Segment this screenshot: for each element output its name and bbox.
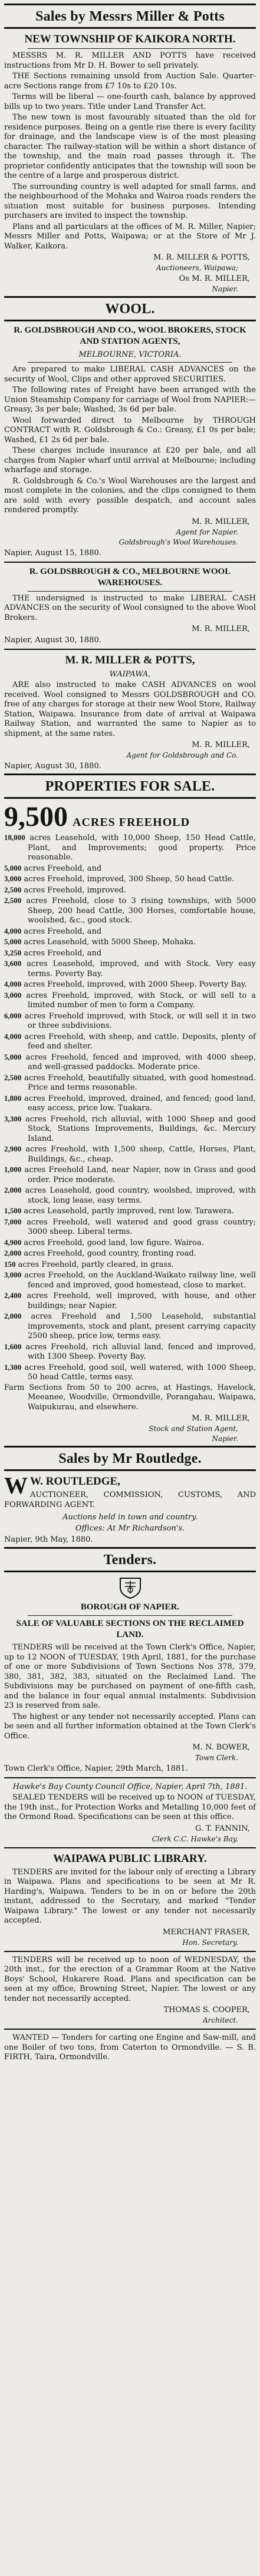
property-listing	[4, 864, 256, 874]
property-listing	[4, 927, 256, 937]
property-listing	[4, 1114, 256, 1144]
property-description: acres Freehold, partly cleared, in grass.	[18, 1260, 174, 1269]
property-acreage: 3,600	[4, 959, 22, 968]
ad-freehold-properties	[4, 802, 256, 1443]
ad-title: R. GOLDSBROUGH AND CO., WOOL BROKERS, STOCK AND STATION AGENTS,	[14, 326, 246, 346]
property-description: acres Freehold, beautifully situated, with good homestead. Price and terms reasonable.	[24, 1073, 256, 1092]
property-acreage: 1,800	[4, 1093, 22, 1103]
property-description: acres Leasehold, good country, woolshed, improved, with stock, long lease, easy terms.	[25, 1186, 256, 1205]
divider	[4, 1951, 256, 1952]
property-listing	[4, 833, 256, 863]
ad-paragraph: TENDERS are invited for the labour only of erecting a Library in Waipawa. Plans and specifications to be seen at Mr R. Harding's, Waipawa. Tenders to be in on or before the 20th instant, addressed to the Secretary, and marked "Tender Waipawa Library." The lowest or any tender not necessarily accepted.	[4, 1867, 256, 1925]
property-listing	[4, 937, 256, 948]
property-description: acres Freehold, and	[24, 864, 102, 873]
ad-paragraph: SEALED TENDERS will be received up to NOON of TUESDAY, the 19th inst., for Protection Works and Metalling 10,000 feet of the Ormond Road. Specifications can be seen at this office.	[4, 1793, 256, 1821]
property-listing	[4, 948, 256, 959]
ad-date: Napier, August 15, 1880.	[4, 548, 101, 557]
divider	[28, 591, 232, 592]
ad-goldsbrough-brokers	[4, 325, 256, 558]
property-listing	[4, 1238, 256, 1249]
divider	[28, 48, 232, 49]
property-listing	[4, 1073, 256, 1093]
section-header-tenders: Tenders.	[4, 1547, 256, 1572]
ad-borough-napier	[4, 1576, 256, 1774]
property-acreage: 3,300	[4, 1114, 22, 1123]
property-acreage: 2,000	[4, 1312, 22, 1320]
property-listing	[4, 959, 256, 979]
ad-heading: SALE OF VALUABLE SECTIONS ON THE RECLAIMED LAND.	[16, 1619, 244, 1639]
ad-date: Napier, August 30, 1880.	[4, 762, 101, 771]
ad-title: NEW TOWNSHIP OF KAIKORA NORTH.	[24, 33, 236, 45]
property-listing	[4, 1312, 256, 1342]
property-description: acres Leasehold, with 10,000 Sheep, 150 Head Cattle, Plant, and Improvements; good property. Price reasonable.	[28, 834, 256, 862]
divider	[4, 649, 256, 650]
divider	[4, 1777, 256, 1778]
property-listing	[4, 980, 256, 990]
ad-paragraph: Terms will be liberal — one-fourth cash, balance by approved bills up to two years. Title under Land Transfer Act.	[4, 92, 256, 111]
property-description: acres Freehold, good soil, well watered, with 1000 Sheep, 50 head Cattle, terms easy.	[24, 1363, 256, 1382]
routledge-heading	[4, 1472, 256, 1511]
property-listing	[4, 1144, 256, 1164]
property-description: acres Freehold, with sheep, and cattle. Deposits, plenty of feed and shelter.	[24, 1032, 256, 1051]
drop-cap: W	[4, 1472, 28, 1499]
ad-signature: Or M. R. MILLER,	[179, 274, 250, 283]
property-acreage: 2,900	[4, 1144, 22, 1153]
property-description: acres Freehold, rich alluvial land, fenced and improved, with 1300 Sheep. Poverty Bay.	[25, 1342, 256, 1361]
ad-paragraph: The surrounding country is well adapted for small farms, and the neighbourhood of the Mohaka and Wairoa roads renders the situation most suitable for business purposes. Intending purchasers are invited to inspect the township.	[4, 182, 256, 220]
ad-signature: M. R. MILLER,	[192, 625, 250, 633]
ad-title: R. GOLDSBROUGH & CO., MELBOURNE WOOL WAREHOUSES.	[29, 566, 231, 587]
acreage-number: 9,500	[4, 801, 68, 832]
property-listing	[4, 1363, 256, 1383]
property-listing	[4, 885, 256, 896]
property-description: acres Freehold, rich alluvial, with 1000 Sheep and good Stock, Stations Improvements, Buildings, &c. Mercury Island.	[25, 1114, 256, 1143]
ad-signature: G. T. FANNIN,	[195, 1824, 250, 1833]
property-acreage: 3,000	[4, 990, 22, 1000]
ad-miller-potts-waipawa	[4, 653, 256, 771]
property-acreage: 2,000	[4, 1249, 22, 1257]
property-acreage: 2,500	[4, 896, 22, 905]
property-description: acres Freehold, close to 3 rising townships, with 5000 Sheep, 200 head Cattle, 300 Horses, comfortable house, woolshed, &c., good stock.	[26, 897, 256, 925]
ad-wanted	[4, 2033, 256, 2063]
ad-date: Napier, 9th May, 1880.	[4, 1535, 93, 1544]
ad-signature-line: Architect.	[203, 2016, 238, 2024]
property-listing	[4, 896, 256, 926]
property-description: acres Freehold, well watered and good grass country; 3000 sheep. Liberal terms.	[27, 1217, 256, 1236]
property-description: acres Freehold, improved, 300 Sheep, 50 head Cattle.	[24, 875, 235, 884]
ad-paragraph: These charges include insurance at £20 per bale, and all charges from Napier wharf until arrival at Melbourne; including wharfage and storage.	[4, 446, 256, 474]
property-acreage: 4,000	[4, 1031, 22, 1041]
ad-signature-line: Goldsbrough's Wool Warehouses.	[119, 537, 238, 546]
section-header-routledge: Sales by Mr Routledge.	[4, 1446, 256, 1471]
property-description: acres Freehold, fenced and improved, with 4000 sheep, and well-grassed paddocks. Moderate price.	[25, 1053, 256, 1071]
property-acreage: 3,250	[4, 948, 22, 957]
ad-routledge	[4, 1472, 256, 1545]
ad-signature: M. N. BOWER,	[192, 1743, 250, 1752]
ad-paragraph: MESSRS M. R. MILLER AND POTTS have received instructions from Mr D. H. Bower to sell privately.	[4, 51, 256, 70]
ad-place: MELBOURNE, VICTORIA.	[78, 350, 182, 359]
ad-paragraph: WANTED — Tenders for carting one Engine and Saw-mill, and one Boiler of two tons, from Caterton to Ormondville. — S. B. FIRTH, Taira, Ormondville.	[4, 2033, 256, 2062]
property-description: acres Freehold, good country, fronting road.	[24, 1249, 196, 1258]
section-header-miller-potts: Sales by Messrs Miller & Potts	[4, 4, 256, 29]
ad-paragraph: THE undersigned is instructed to make LIBERAL CASH ADVANCES on the security of Wool consigned to the above Wool Brokers.	[4, 593, 256, 622]
ad-signature: MERCHANT FRASER,	[163, 1927, 250, 1937]
property-description: acres Freehold, improved, with 2000 Sheep. Poverty Bay.	[24, 980, 247, 989]
property-acreage: 5,000	[4, 863, 22, 872]
property-description: acres Freehold, improved.	[24, 885, 127, 895]
ad-paragraph: R. Goldsbrough & Co.'s Wool Warehouses are the largest and most complete in the colonies, and the clips consigned to them are sold with every possible despatch, and account sales rendered promptly.	[4, 476, 256, 514]
divider	[4, 2029, 256, 2030]
property-acreage: 1,500	[4, 1206, 22, 1215]
property-description: acres Freehold and 1,500 Leasehold, substantial improvements, stock and plant, present carrying capacity 2500 sheep, price low, terms easy.	[28, 1312, 256, 1340]
property-acreage: 2,400	[4, 1291, 22, 1300]
divider	[28, 362, 232, 363]
ad-signature: M. R. MILLER,	[192, 1414, 250, 1423]
property-description: acres Freehold, on the Auckland-Waikato railway line, well fenced and improved, good homestead, close to market.	[24, 1271, 256, 1290]
property-listing	[4, 1053, 256, 1073]
ad-signature-line: Agent for Napier.	[176, 527, 238, 536]
property-listing	[4, 1383, 256, 1413]
property-listing	[4, 1011, 256, 1031]
divider	[4, 1847, 256, 1848]
ad-signature-line: Town Clerk.	[195, 1754, 238, 1762]
ad-paragraph: TENDERS will be received up to noon of WEDNESDAY, the 20th inst., for the erection of a Grammar Room at the Native Boys' School, Hukarere Road. Plans and specification can be seen at my office, Browning Street, Napier. The lowest or any tender not necessarily accepted.	[4, 1955, 256, 2003]
ad-paragraph: Wool forwarded direct to Melbourne by THROUGH CONTRACT with R. Goldsbrough & Co.: Greasy, £1 0s per bale; Washed, £1 2s 6d per bale.	[4, 416, 256, 444]
ad-paragraph: The highest or any tender not necessarily accepted. Plans can be seen and all further information obtained at the Town Clerk's Office.	[4, 1712, 256, 1741]
ad-paragraph: ARE also instructed to make CASH ADVANCES on wool received. Wool consigned to Messrs GOLDSBROUGH and CO. free of any charges for storage at their new Wool Store, Railway Station, Waipawa. Insurance from date of arrival at Waipawa Railway Station, and warranted the same to Napier as to shipment, at the same rates.	[4, 680, 256, 738]
crest-icon	[117, 1576, 144, 1599]
ad-county-council	[4, 1782, 256, 1844]
section-header-properties: PROPERTIES FOR SALE.	[4, 774, 256, 799]
ad-paragraph: The new town is most favourably situated than the old for residence purposes. Being on a gentle rise there is every facility for drainage, and the landscape view is of the most pleasing character. The railway-station will be within a short distance of the township, and the main road passes through it. The proprietor confidently anticipates that the township will soon be the centre of a large and prosperous district.	[4, 113, 256, 180]
property-listing	[4, 1206, 256, 1217]
ad-title: W. ROUTLEDGE,	[30, 1475, 120, 1488]
property-listing	[4, 1217, 256, 1237]
ad-title: M. R. MILLER & POTTS,	[65, 654, 195, 666]
divider	[4, 562, 256, 563]
property-listing	[4, 1249, 256, 1259]
property-listing	[4, 1260, 256, 1270]
ad-waipawa-library	[4, 1852, 256, 1947]
property-acreage: 150	[4, 1259, 16, 1269]
ad-paragraph: The following rates of Freight have been arranged with the Union Steamship Company for carriage of Wool from NAPIER:— Greasy, 3s per bale; Washed, 3s 6d per bale.	[4, 386, 256, 414]
property-acreage: 2,000	[4, 1186, 22, 1194]
ad-signature-line: Auctioneers, Waipawa;	[156, 264, 238, 272]
property-acreage: 5,000	[4, 937, 22, 946]
ad-signature-line: Clerk C.C. Hawke's Bay.	[152, 1834, 238, 1843]
property-acreage: 1,000	[4, 1165, 22, 1174]
property-acreage: 2,500	[4, 1073, 22, 1082]
ad-title	[4, 802, 256, 832]
property-listing	[4, 1165, 256, 1185]
ad-goldsbrough-warehouses	[4, 566, 256, 646]
ad-title: BOROUGH OF NAPIER.	[80, 1602, 180, 1612]
ad-signature-line: Hon. Secretary.	[182, 1938, 238, 1947]
property-description: acres Leasehold, improved, and with Stock. Very easy terms. Poverty Bay.	[27, 960, 256, 978]
property-description: acres Freehold, and	[24, 948, 102, 958]
ad-signature-line: Agent for Goldsbrough and Co.	[126, 751, 238, 759]
ad-signature-line: Napier.	[212, 285, 238, 293]
ad-paragraph: TENDERS will be received at the Town Clerk's Office, Napier, up to 12 NOON of TUESDAY, 19th April, 1881, for the purchase of one or more Subdivisions of Town Sections Nos 378, 379, 380, 381, 382, 383, situated on the Reclaimed Land. The Subdivisions may be purchased on payment of one-fifth cash, and the balance in four equal annual instalments. Subdivision 23 is reserved from sale.	[4, 1643, 256, 1710]
ad-paragraph: Plans and all particulars at the offices of M. R. Miller, Napier; Messrs Miller and Potts, Waipawa; or at the Store of Mr J. Walker, Kaikora.	[4, 222, 256, 251]
section-header-wool: WOOL.	[4, 296, 256, 321]
property-list	[4, 833, 256, 1412]
property-description: acres Freehold, good land, low figure. Wairoa.	[24, 1238, 204, 1247]
property-acreage: 1,300	[4, 1362, 22, 1372]
property-listing	[4, 1342, 256, 1362]
ad-signature: M. R. MILLER & POTTS,	[153, 253, 250, 262]
ad-paragraph: Offices: At Mr Richardson's.	[75, 1524, 185, 1533]
ad-kaikora-township	[4, 32, 256, 294]
property-acreage: 7,000	[4, 1217, 22, 1226]
property-description: acres Freehold, and	[24, 927, 102, 936]
ad-heading: Hawke's Bay County Council Office, Napier, April 7th, 1881.	[12, 1782, 248, 1791]
property-description: acres Freehold, improved, drained, and fenced; good land, easy access, price low. Tuakara.	[24, 1094, 256, 1113]
property-acreage: 5,000	[4, 1052, 22, 1061]
property-listing	[4, 1291, 256, 1311]
property-acreage: 4,000	[4, 980, 22, 988]
ad-signature: M. R. MILLER,	[192, 741, 250, 749]
ad-date: Town Clerk's Office, Napier, 29th March, 1881.	[4, 1764, 188, 1773]
ad-paragraph: Are prepared to make LIBERAL CASH ADVANCES on the security of Wool, Clips and other approved SECURITIES.	[4, 365, 256, 384]
property-acreage: 3,000	[4, 1270, 22, 1279]
ad-date: Napier, August 30, 1880.	[4, 636, 101, 645]
property-listing	[4, 1270, 256, 1290]
property-listing	[4, 1186, 256, 1206]
property-description: acres Freehold, well improved, with house, and other buildings; near Napier.	[27, 1292, 256, 1310]
property-description: acres Freehold Land, near Napier, now in Grass and good order. Price moderate.	[24, 1166, 256, 1184]
property-acreage: 4,900	[4, 1237, 22, 1247]
divider	[28, 1615, 232, 1616]
property-acreage: 1,600	[4, 1342, 22, 1351]
property-description: acres Leasehold, partly improved, rent low. Tarawera.	[24, 1207, 234, 1216]
property-listing	[4, 1094, 256, 1114]
ad-signature: THOMAS S. COOPER,	[163, 2006, 250, 2014]
ad-title: WAIPAWA PUBLIC LIBRARY.	[53, 1852, 207, 1865]
property-acreage: 2,500	[4, 885, 22, 894]
ad-place: WAIPAWA,	[109, 670, 151, 679]
ad-cooper-tenders	[4, 1956, 256, 2026]
property-description: Farm Sections from 50 to 200 acres, at Hastings, Havelock, Meeanee, Woodville, Ormondville, Porangahau, Waipawa, Waipukurau, and elsewhere.	[4, 1383, 256, 1412]
acreage-label: ACRES FREEHOLD	[73, 816, 190, 829]
ad-paragraph: Auctions held in town and country.	[62, 1513, 198, 1522]
property-description: acres Freehold improved, with Stock, or will sell it in two or three subdivisions.	[24, 1011, 256, 1030]
property-acreage: 18,000	[4, 833, 25, 842]
property-description: acres Freehold, improved, with Stock, or will sell to a limited number of men to form a Company.	[26, 991, 256, 1010]
property-description: acres Freehold, with 1,500 sheep, Cattle, Horses, Plant, Buildings, &c., cheap.	[25, 1145, 256, 1164]
ad-subtitle: AUCTIONEER, COMMISSION, CUSTOMS, AND FORWARDING AGENT.	[4, 1491, 256, 1509]
property-acreage: 6,000	[4, 1011, 22, 1020]
ad-signature-line: Napier.	[212, 1435, 238, 1443]
ad-signature: M. R. MILLER,	[192, 517, 250, 526]
property-description: acres Leasehold, with 5000 Sheep, Mohaka.	[24, 938, 196, 947]
property-listing	[4, 1032, 256, 1052]
property-acreage: 3,000	[4, 874, 22, 883]
property-listing	[4, 991, 256, 1011]
ad-signature-line: Stock and Station Agent,	[149, 1425, 238, 1433]
property-acreage: 4,000	[4, 926, 22, 935]
ad-paragraph: THE Sections remaining unsold from Auction Sale. Quarter-acre Sections range from £7 10s to £20 10s.	[4, 72, 256, 91]
property-listing	[4, 874, 256, 885]
